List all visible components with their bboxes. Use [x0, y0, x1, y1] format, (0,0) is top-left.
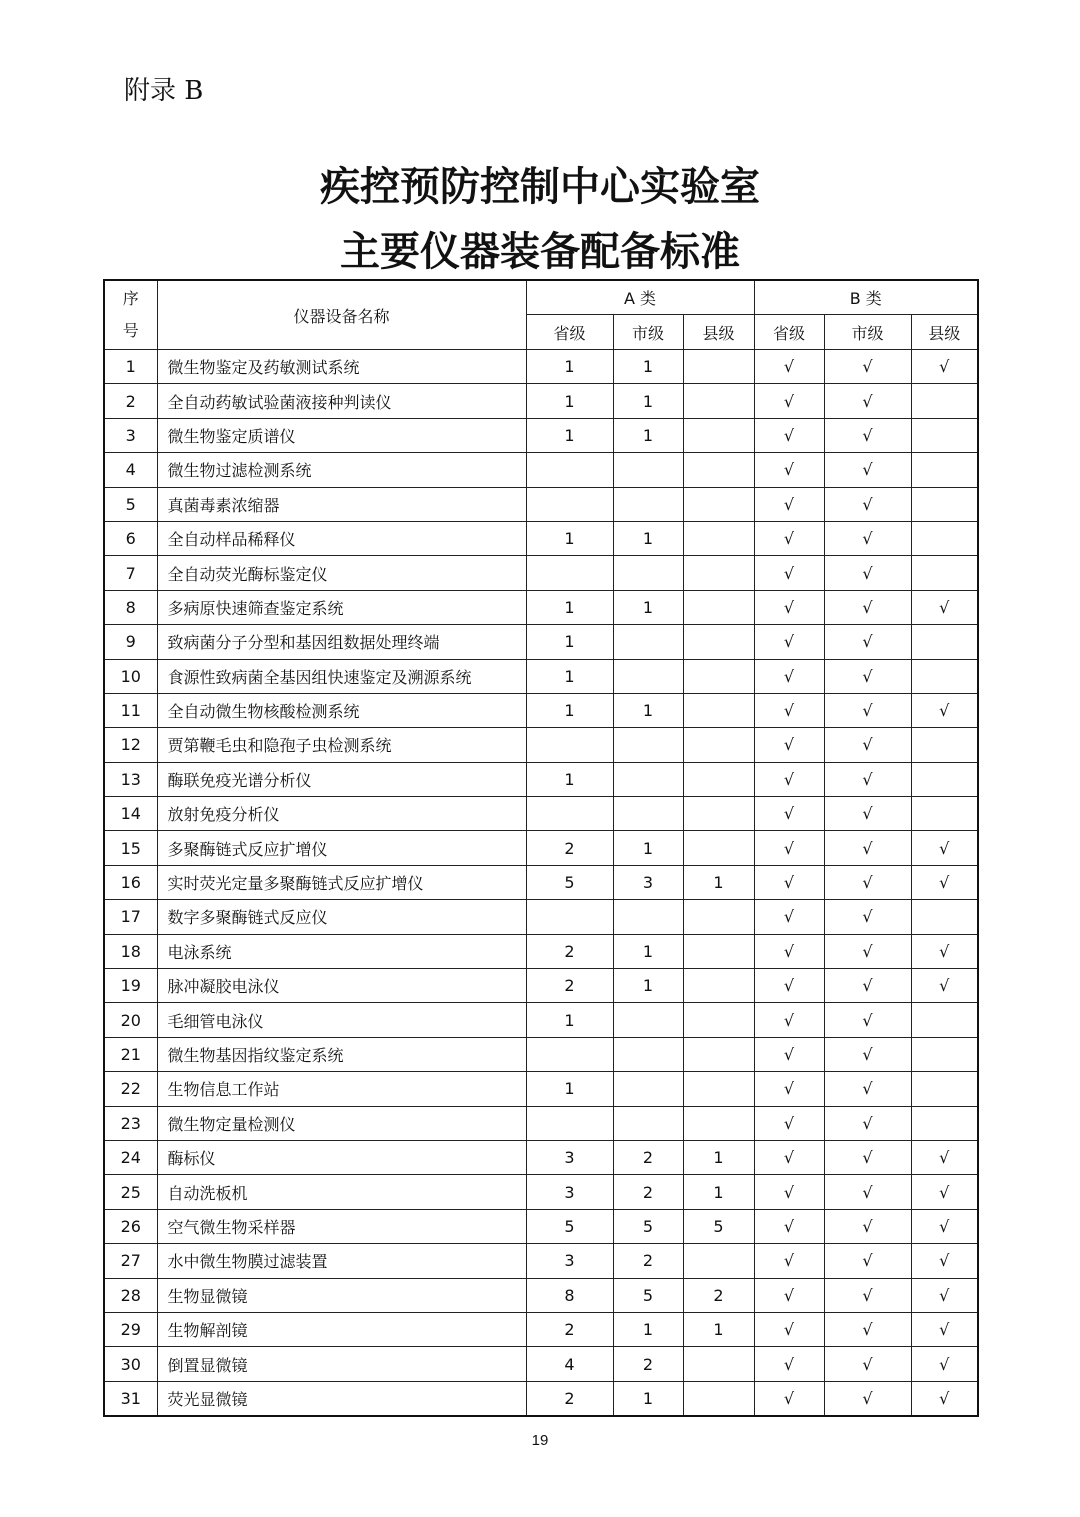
equipment-name: 数字多聚酶链式反应仪 — [157, 900, 526, 934]
b-provincial-mark: √ — [754, 1106, 824, 1140]
b-county-mark: √ — [911, 1175, 978, 1209]
a-provincial-qty — [526, 556, 613, 590]
table-row — [104, 1381, 978, 1416]
table-row — [104, 1072, 978, 1106]
a-county-qty — [683, 1381, 754, 1416]
table-row — [104, 1140, 978, 1174]
table-row — [104, 1312, 978, 1346]
a-city-qty: 2 — [613, 1140, 683, 1174]
a-county-qty — [683, 590, 754, 624]
page-title-line-2: 主要仪器装备配备标准 — [340, 229, 740, 275]
a-county-qty — [683, 1347, 754, 1381]
table-row — [104, 1037, 978, 1071]
row-number: 23 — [104, 1106, 157, 1140]
b-provincial-mark: √ — [754, 556, 824, 590]
a-county-qty — [683, 453, 754, 487]
table-row — [104, 728, 978, 762]
header-seq — [104, 280, 157, 350]
b-county-mark: √ — [911, 934, 978, 968]
b-city-mark: √ — [824, 556, 911, 590]
equipment-name: 脉冲凝胶电泳仪 — [157, 969, 526, 1003]
b-provincial-mark: √ — [754, 900, 824, 934]
b-city-mark: √ — [824, 1072, 911, 1106]
a-provincial-qty: 3 — [526, 1244, 613, 1278]
b-city-mark: √ — [824, 1347, 911, 1381]
b-city-mark: √ — [824, 625, 911, 659]
a-provincial-qty — [526, 900, 613, 934]
row-number: 18 — [104, 934, 157, 968]
b-city-mark: √ — [824, 1106, 911, 1140]
row-number: 29 — [104, 1312, 157, 1346]
a-city-qty — [613, 1003, 683, 1037]
appendix-label: 附录 B — [124, 76, 204, 106]
b-county-mark: √ — [911, 1278, 978, 1312]
b-provincial-mark: √ — [754, 659, 824, 693]
equipment-name: 贾第鞭毛虫和隐孢子虫检测系统 — [157, 728, 526, 762]
table-row — [104, 865, 978, 899]
a-city-qty: 1 — [613, 693, 683, 727]
equipment-name: 多聚酶链式反应扩增仪 — [157, 831, 526, 865]
a-provincial-qty: 1 — [526, 1072, 613, 1106]
b-provincial-mark: √ — [754, 1140, 824, 1174]
row-number: 13 — [104, 762, 157, 796]
equipment-name: 空气微生物采样器 — [157, 1209, 526, 1243]
a-county-qty — [683, 487, 754, 521]
b-provincial-mark: √ — [754, 350, 824, 384]
a-city-qty — [613, 625, 683, 659]
table-row — [104, 1175, 978, 1209]
a-county-qty — [683, 1003, 754, 1037]
b-provincial-mark: √ — [754, 762, 824, 796]
b-county-mark — [911, 1003, 978, 1037]
row-number: 20 — [104, 1003, 157, 1037]
table-row — [104, 900, 978, 934]
b-city-mark: √ — [824, 900, 911, 934]
a-provincial-qty: 3 — [526, 1175, 613, 1209]
b-city-mark: √ — [824, 1312, 911, 1346]
a-county-qty — [683, 1106, 754, 1140]
b-city-mark: √ — [824, 384, 911, 418]
a-provincial-qty: 5 — [526, 1209, 613, 1243]
row-number: 30 — [104, 1347, 157, 1381]
table-row — [104, 418, 978, 452]
b-county-mark: √ — [911, 865, 978, 899]
b-city-mark: √ — [824, 453, 911, 487]
table-row — [104, 453, 978, 487]
a-provincial-qty: 8 — [526, 1278, 613, 1312]
row-number: 21 — [104, 1037, 157, 1071]
b-county-mark — [911, 453, 978, 487]
a-city-qty: 1 — [613, 831, 683, 865]
equipment-name: 自动洗板机 — [157, 1175, 526, 1209]
a-county-qty — [683, 625, 754, 659]
b-city-mark: √ — [824, 762, 911, 796]
b-provincial-mark: √ — [754, 590, 824, 624]
a-city-qty — [613, 797, 683, 831]
b-provincial-mark: √ — [754, 693, 824, 727]
equipment-name: 致病菌分子分型和基因组数据处理终端 — [157, 625, 526, 659]
a-city-qty — [613, 1072, 683, 1106]
a-county-qty — [683, 1244, 754, 1278]
a-city-qty: 1 — [613, 1312, 683, 1346]
table-row — [104, 693, 978, 727]
table-row — [104, 969, 978, 1003]
a-provincial-qty: 2 — [526, 969, 613, 1003]
row-number: 7 — [104, 556, 157, 590]
table-row — [104, 831, 978, 865]
a-provincial-qty — [526, 728, 613, 762]
a-city-qty: 2 — [613, 1347, 683, 1381]
a-city-qty — [613, 453, 683, 487]
b-provincial-mark: √ — [754, 728, 824, 762]
b-provincial-mark: √ — [754, 1381, 824, 1416]
row-number: 5 — [104, 487, 157, 521]
table-row — [104, 487, 978, 521]
b-city-mark: √ — [824, 1381, 911, 1416]
a-county-qty — [683, 418, 754, 452]
row-number: 26 — [104, 1209, 157, 1243]
a-county-qty: 2 — [683, 1278, 754, 1312]
row-number: 6 — [104, 521, 157, 555]
b-county-mark — [911, 728, 978, 762]
row-number: 3 — [104, 418, 157, 452]
b-county-mark — [911, 1037, 978, 1071]
equipment-name: 多病原快速筛查鉴定系统 — [157, 590, 526, 624]
table-row — [104, 1003, 978, 1037]
row-number: 16 — [104, 865, 157, 899]
a-city-qty: 1 — [613, 969, 683, 1003]
row-number: 10 — [104, 659, 157, 693]
a-provincial-qty: 3 — [526, 1140, 613, 1174]
header-b-city: 市级 — [824, 315, 911, 350]
table-row — [104, 590, 978, 624]
row-number: 19 — [104, 969, 157, 1003]
b-county-mark: √ — [911, 590, 978, 624]
equipment-name: 酶标仪 — [157, 1140, 526, 1174]
b-city-mark: √ — [824, 521, 911, 555]
a-provincial-qty: 1 — [526, 521, 613, 555]
b-county-mark — [911, 487, 978, 521]
header-a-city: 市级 — [613, 315, 683, 350]
a-city-qty — [613, 900, 683, 934]
a-provincial-qty: 2 — [526, 831, 613, 865]
b-city-mark: √ — [824, 590, 911, 624]
b-county-mark — [911, 1072, 978, 1106]
a-provincial-qty: 1 — [526, 659, 613, 693]
b-provincial-mark: √ — [754, 453, 824, 487]
b-city-mark: √ — [824, 865, 911, 899]
a-county-qty: 5 — [683, 1209, 754, 1243]
b-city-mark: √ — [824, 934, 911, 968]
table-row — [104, 1244, 978, 1278]
equipment-name: 倒置显微镜 — [157, 1347, 526, 1381]
a-county-qty — [683, 1072, 754, 1106]
a-county-qty — [683, 969, 754, 1003]
row-number: 2 — [104, 384, 157, 418]
row-number: 15 — [104, 831, 157, 865]
a-county-qty — [683, 831, 754, 865]
a-county-qty — [683, 728, 754, 762]
a-county-qty: 1 — [683, 1312, 754, 1346]
row-number: 27 — [104, 1244, 157, 1278]
a-provincial-qty: 5 — [526, 865, 613, 899]
a-provincial-qty: 2 — [526, 1381, 613, 1416]
b-county-mark — [911, 521, 978, 555]
a-city-qty: 1 — [613, 521, 683, 555]
table-body — [104, 350, 978, 1417]
equipment-standard-table — [103, 279, 979, 1417]
b-county-mark: √ — [911, 1312, 978, 1346]
equipment-name: 微生物鉴定及药敏测试系统 — [157, 350, 526, 384]
a-city-qty: 2 — [613, 1175, 683, 1209]
row-number: 11 — [104, 693, 157, 727]
b-county-mark: √ — [911, 831, 978, 865]
b-county-mark — [911, 418, 978, 452]
equipment-name: 全自动微生物核酸检测系统 — [157, 693, 526, 727]
a-county-qty — [683, 556, 754, 590]
row-number: 22 — [104, 1072, 157, 1106]
b-city-mark: √ — [824, 487, 911, 521]
row-number: 14 — [104, 797, 157, 831]
equipment-name: 微生物基因指纹鉴定系统 — [157, 1037, 526, 1071]
a-provincial-qty: 1 — [526, 762, 613, 796]
a-county-qty: 1 — [683, 865, 754, 899]
a-city-qty — [613, 487, 683, 521]
a-provincial-qty: 1 — [526, 625, 613, 659]
a-county-qty — [683, 762, 754, 796]
equipment-name: 食源性致病菌全基因组快速鉴定及溯源系统 — [157, 659, 526, 693]
b-city-mark: √ — [824, 1278, 911, 1312]
b-provincial-mark: √ — [754, 797, 824, 831]
a-city-qty — [613, 762, 683, 796]
a-city-qty — [613, 1037, 683, 1071]
equipment-name: 微生物过滤检测系统 — [157, 453, 526, 487]
page-number: 19 — [531, 1432, 549, 1449]
row-number: 31 — [104, 1381, 157, 1416]
b-provincial-mark: √ — [754, 934, 824, 968]
b-city-mark: √ — [824, 418, 911, 452]
b-provincial-mark: √ — [754, 625, 824, 659]
a-city-qty: 2 — [613, 1244, 683, 1278]
b-county-mark — [911, 797, 978, 831]
b-county-mark: √ — [911, 1381, 978, 1416]
header-seq-bottom: 号 — [122, 321, 139, 340]
b-provincial-mark: √ — [754, 1072, 824, 1106]
a-city-qty: 1 — [613, 350, 683, 384]
row-number: 8 — [104, 590, 157, 624]
a-city-qty: 1 — [613, 590, 683, 624]
header-b-provincial: 省级 — [754, 315, 824, 350]
a-county-qty — [683, 350, 754, 384]
header-a-provincial: 省级 — [526, 315, 613, 350]
row-number: 4 — [104, 453, 157, 487]
table-row — [104, 1106, 978, 1140]
equipment-name: 微生物定量检测仪 — [157, 1106, 526, 1140]
header-equipment-name: 仪器设备名称 — [157, 280, 526, 350]
b-provincial-mark: √ — [754, 487, 824, 521]
equipment-name: 生物显微镜 — [157, 1278, 526, 1312]
b-provincial-mark: √ — [754, 384, 824, 418]
a-city-qty: 5 — [613, 1278, 683, 1312]
table-row — [104, 384, 978, 418]
a-provincial-qty: 1 — [526, 590, 613, 624]
page-title-line-1: 疾控预防控制中心实验室 — [320, 164, 760, 210]
a-city-qty: 1 — [613, 1381, 683, 1416]
row-number: 12 — [104, 728, 157, 762]
a-provincial-qty — [526, 797, 613, 831]
a-county-qty — [683, 797, 754, 831]
equipment-name: 实时荧光定量多聚酶链式反应扩增仪 — [157, 865, 526, 899]
b-city-mark: √ — [824, 1003, 911, 1037]
equipment-name: 真菌毒素浓缩器 — [157, 487, 526, 521]
header-seq-top: 序 — [122, 289, 139, 308]
b-city-mark: √ — [824, 797, 911, 831]
equipment-name: 酶联免疫光谱分析仪 — [157, 762, 526, 796]
b-county-mark: √ — [911, 350, 978, 384]
a-county-qty — [683, 521, 754, 555]
b-provincial-mark: √ — [754, 969, 824, 1003]
a-city-qty — [613, 728, 683, 762]
b-provincial-mark: √ — [754, 831, 824, 865]
a-city-qty: 3 — [613, 865, 683, 899]
table-row — [104, 934, 978, 968]
b-county-mark — [911, 1106, 978, 1140]
b-city-mark: √ — [824, 1037, 911, 1071]
equipment-name: 荧光显微镜 — [157, 1381, 526, 1416]
a-provincial-qty: 1 — [526, 418, 613, 452]
b-city-mark: √ — [824, 350, 911, 384]
b-provincial-mark: √ — [754, 521, 824, 555]
b-provincial-mark: √ — [754, 1037, 824, 1071]
row-number: 17 — [104, 900, 157, 934]
table-row — [104, 797, 978, 831]
a-city-qty: 1 — [613, 384, 683, 418]
b-city-mark: √ — [824, 728, 911, 762]
b-county-mark: √ — [911, 1209, 978, 1243]
a-provincial-qty: 1 — [526, 1003, 613, 1037]
row-number: 25 — [104, 1175, 157, 1209]
a-city-qty: 5 — [613, 1209, 683, 1243]
table-row — [104, 625, 978, 659]
b-city-mark: √ — [824, 1140, 911, 1174]
a-county-qty — [683, 934, 754, 968]
a-provincial-qty — [526, 1037, 613, 1071]
b-county-mark: √ — [911, 1244, 978, 1278]
equipment-name: 电泳系统 — [157, 934, 526, 968]
a-county-qty — [683, 900, 754, 934]
b-county-mark — [911, 556, 978, 590]
b-city-mark: √ — [824, 659, 911, 693]
table-row — [104, 1209, 978, 1243]
a-city-qty — [613, 659, 683, 693]
b-provincial-mark: √ — [754, 1175, 824, 1209]
row-number: 1 — [104, 350, 157, 384]
equipment-name: 生物解剖镜 — [157, 1312, 526, 1346]
b-provincial-mark: √ — [754, 1209, 824, 1243]
b-city-mark: √ — [824, 693, 911, 727]
b-provincial-mark: √ — [754, 1347, 824, 1381]
b-city-mark: √ — [824, 1175, 911, 1209]
a-provincial-qty: 2 — [526, 934, 613, 968]
b-provincial-mark: √ — [754, 1003, 824, 1037]
equipment-name: 微生物鉴定质谱仪 — [157, 418, 526, 452]
b-county-mark: √ — [911, 1140, 978, 1174]
table-row — [104, 1278, 978, 1312]
table-row — [104, 762, 978, 796]
a-county-qty — [683, 693, 754, 727]
row-number: 9 — [104, 625, 157, 659]
b-city-mark: √ — [824, 969, 911, 1003]
b-city-mark: √ — [824, 1244, 911, 1278]
b-county-mark: √ — [911, 693, 978, 727]
a-city-qty — [613, 1106, 683, 1140]
table-row — [104, 1347, 978, 1381]
b-provincial-mark: √ — [754, 1244, 824, 1278]
a-city-qty: 1 — [613, 934, 683, 968]
b-county-mark — [911, 659, 978, 693]
equipment-name: 生物信息工作站 — [157, 1072, 526, 1106]
b-provincial-mark: √ — [754, 418, 824, 452]
a-provincial-qty: 1 — [526, 384, 613, 418]
b-county-mark — [911, 762, 978, 796]
a-provincial-qty — [526, 1106, 613, 1140]
b-provincial-mark: √ — [754, 1278, 824, 1312]
equipment-name: 放射免疫分析仪 — [157, 797, 526, 831]
b-county-mark: √ — [911, 1347, 978, 1381]
b-county-mark: √ — [911, 969, 978, 1003]
header-group-b: B 类 — [754, 280, 978, 315]
equipment-name: 水中微生物膜过滤装置 — [157, 1244, 526, 1278]
row-number: 24 — [104, 1140, 157, 1174]
a-provincial-qty: 2 — [526, 1312, 613, 1346]
a-city-qty — [613, 556, 683, 590]
b-provincial-mark: √ — [754, 865, 824, 899]
equipment-name: 全自动荧光酶标鉴定仪 — [157, 556, 526, 590]
equipment-name: 全自动样品稀释仪 — [157, 521, 526, 555]
b-county-mark — [911, 384, 978, 418]
a-provincial-qty — [526, 487, 613, 521]
a-provincial-qty: 4 — [526, 1347, 613, 1381]
a-city-qty: 1 — [613, 418, 683, 452]
a-county-qty — [683, 384, 754, 418]
b-county-mark — [911, 900, 978, 934]
a-provincial-qty: 1 — [526, 350, 613, 384]
table-row — [104, 350, 978, 384]
table-row — [104, 556, 978, 590]
a-provincial-qty — [526, 453, 613, 487]
equipment-name: 全自动药敏试验菌液接种判读仪 — [157, 384, 526, 418]
row-number: 28 — [104, 1278, 157, 1312]
b-city-mark: √ — [824, 1209, 911, 1243]
a-county-qty — [683, 659, 754, 693]
b-provincial-mark: √ — [754, 1312, 824, 1346]
a-county-qty: 1 — [683, 1140, 754, 1174]
a-county-qty: 1 — [683, 1175, 754, 1209]
a-provincial-qty: 1 — [526, 693, 613, 727]
equipment-name: 毛细管电泳仪 — [157, 1003, 526, 1037]
table-row — [104, 521, 978, 555]
b-city-mark: √ — [824, 831, 911, 865]
table-row — [104, 659, 978, 693]
header-a-county: 县级 — [683, 315, 754, 350]
header-group-a: A 类 — [526, 280, 754, 315]
b-county-mark — [911, 625, 978, 659]
header-b-county: 县级 — [911, 315, 978, 350]
a-county-qty — [683, 1037, 754, 1071]
